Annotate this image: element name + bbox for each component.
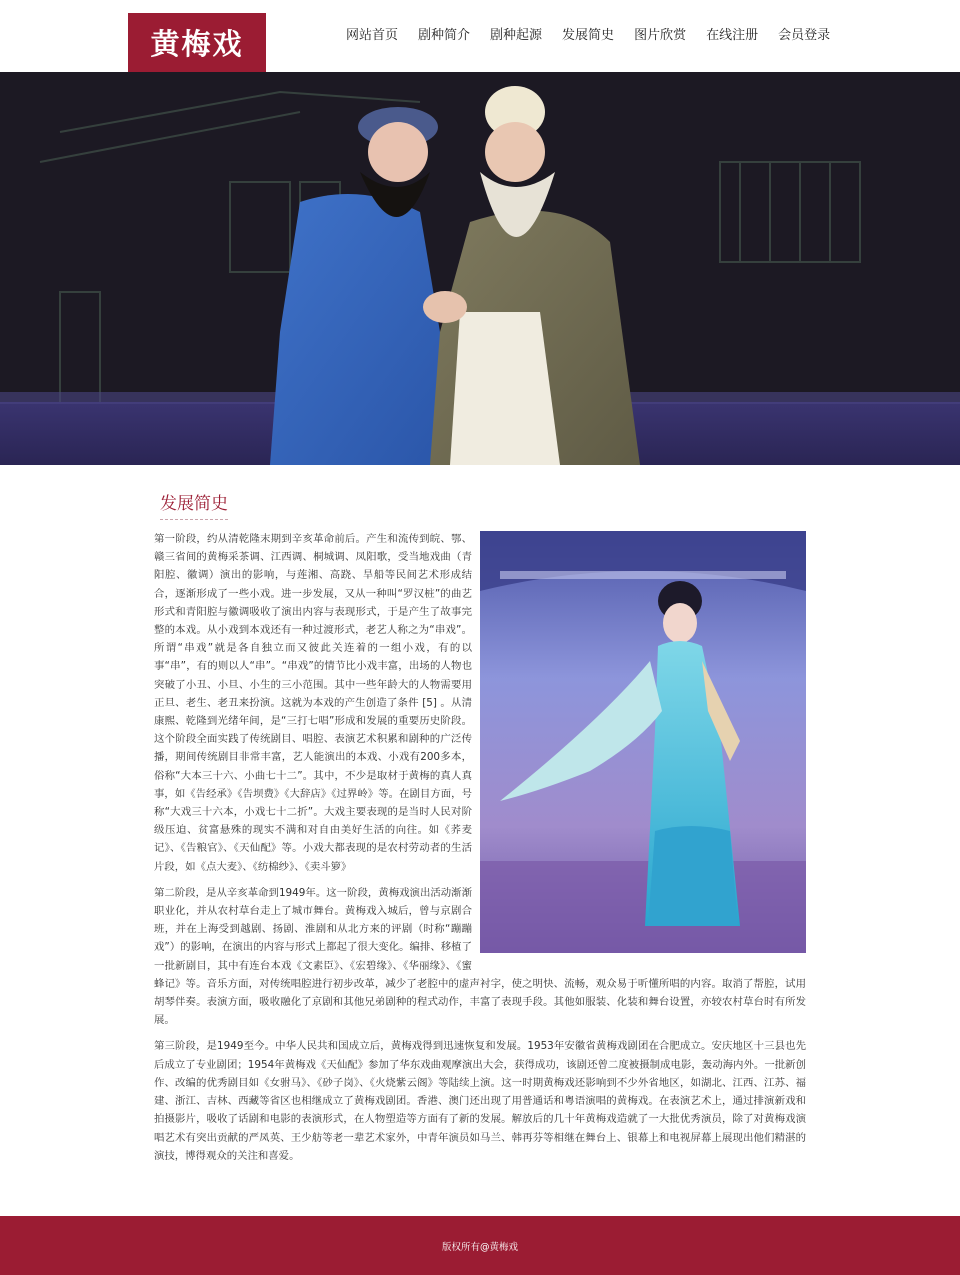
hero-banner-image (0, 72, 960, 465)
copyright-text: 版权所有@黄梅戏 (441, 1241, 518, 1253)
paragraph-stage-1: 第一阶段，约从清乾隆末期到辛亥革命前后。产生和流传到皖、鄂、赣三省间的黄梅采茶调、江西调、桐城调、凤阳歌，受当地戏曲（青阳腔、徽调）演出的影响，与莲湘、高跷、旱船等民间艺术形成结合，逐渐形成了一些小戏。进一步发展，又从一种叫“罗汉桩”的曲艺形式和青阳腔与徽调吸收了演出内容与表现形式，于是产生了故事完整的本戏。从小戏到本戏还有一种过渡形式，老艺人称之为“串戏”。所谓“串戏”就是各自独立而又彼此关连着的一组小戏，有的以事“串”，有的则以人“串”。“串戏”的情节比小戏丰富，出场的人物也突破了小丑、小旦、小生的三小范围。其中一些年龄大的人物需要用正旦、老生、老丑来扮演。这就为本戏的产生创造了条件 [5] 。从清康熙、乾隆到光绪年间，是“三打七唱”形成和发展的重要历史阶段。这个阶段全面实践了传统剧目、唱腔、表演艺术积累和剧种的广泛传播，期间传统剧目非常丰富，艺人能演出的本戏、小戏有200多本，俗称“大本三十六、小曲七十二”。其中，不少是取材于黄梅的真人真事，如《告经承》《告坝费》《大辞店》《过界岭》等。在剧目方面，号称“大戏三十六本，小戏七十二折”。大戏主要表现的是当时人民对阶级压迫、贫富悬殊的现实不满和对自由美好生活的向往。如《荞麦记》、《告粮官》、《天仙配》等。小戏大都表现的是农村劳动者的生活片段，如《点大麦》、《纺棉纱》、《卖斗箩》 (154, 533, 472, 873)
nav-gallery[interactable]: 图片欣赏 (634, 28, 687, 43)
nav-register[interactable]: 在线注册 (706, 28, 759, 43)
history-article (154, 530, 806, 1173)
nav-history[interactable]: 发展简史 (562, 28, 615, 43)
nav-origin[interactable]: 剧种起源 (490, 28, 543, 43)
performer-photo (480, 531, 806, 953)
site-logo[interactable] (128, 13, 266, 72)
site-footer (0, 1216, 960, 1275)
main-nav (336, 22, 840, 50)
hero-stage-illustration (0, 72, 960, 465)
paragraph-stage-2: 第二阶段，是从辛亥革命到1949年。这一阶段，黄梅戏演出活动渐渐职业化，并从农村草台走上了城市舞台。黄梅戏入城后，曾与京剧合班，并在上海受到越剧、扬剧、淮剧和从北方来的评剧（时称“蹦蹦戏”）的影响，在演出的内容与形式上都起了很大变化。编排、移植了一批新剧目，其中有连台本戏《文素臣》、《宏碧缘》、《华丽缘》、《蜜蜂记》等。音乐方面，对传统唱腔进行初步改革，减少了老腔中的虚声衬字，使之明快、流畅，观众易于听懂所唱的内容。取消了帮腔，试用胡琴伴奏。表演方面，吸收融化了京剧和其他兄弟剧种的程式动作，丰富了表现手段。其他如服装、化装和舞台设置，亦较农村草台时有所发展。 (154, 886, 806, 1027)
nav-home[interactable]: 网站首页 (346, 28, 399, 43)
nav-login[interactable]: 会员登录 (778, 28, 831, 43)
site-header (0, 0, 960, 72)
nav-intro[interactable]: 剧种简介 (418, 28, 471, 43)
logo-text: 黄梅戏 (150, 27, 244, 61)
section-title: 发展简史 (160, 493, 228, 520)
paragraph-stage-3: 第三阶段，是1949至今。中华人民共和国成立后，黄梅戏得到迅速恢复和发展。1953年安徽省黄梅戏剧团在合肥成立。安庆地区十三县也先后成立了专业剧团；1954年黄梅戏《天仙配》参加了华东戏曲观摩演出大会，获得成功，该剧还曾二度被摄制成电影，轰动海内外。一批新创作、改编的优秀剧目如《女驸马》、《砂子岗》、《火烧紫云阁》等陆续上演。这一时期黄梅戏还影响到不少外省地区，如湖北、江西、江苏、福建、浙江、吉林、西藏等省区也相继成立了黄梅戏剧团。香港、澳门还出现了用普通话和粤语演唱的黄梅戏。在表演艺术上，通过排演新戏和拍摄影片，吸收了话剧和电影的表演形式，在人物塑造等方面有了新的发展。解放后的几十年黄梅戏造就了一大批优秀演员，除了对黄梅戏演唱艺术有突出贡献的严凤英、王少舫等老一辈艺术家外，中青年演员如马兰、韩再芬等相继在舞台上、银幕上和电视屏幕上展现出他们精湛的演技，博得观众的关注和喜爱。 (154, 1040, 806, 1162)
performer-illustration (480, 531, 806, 953)
